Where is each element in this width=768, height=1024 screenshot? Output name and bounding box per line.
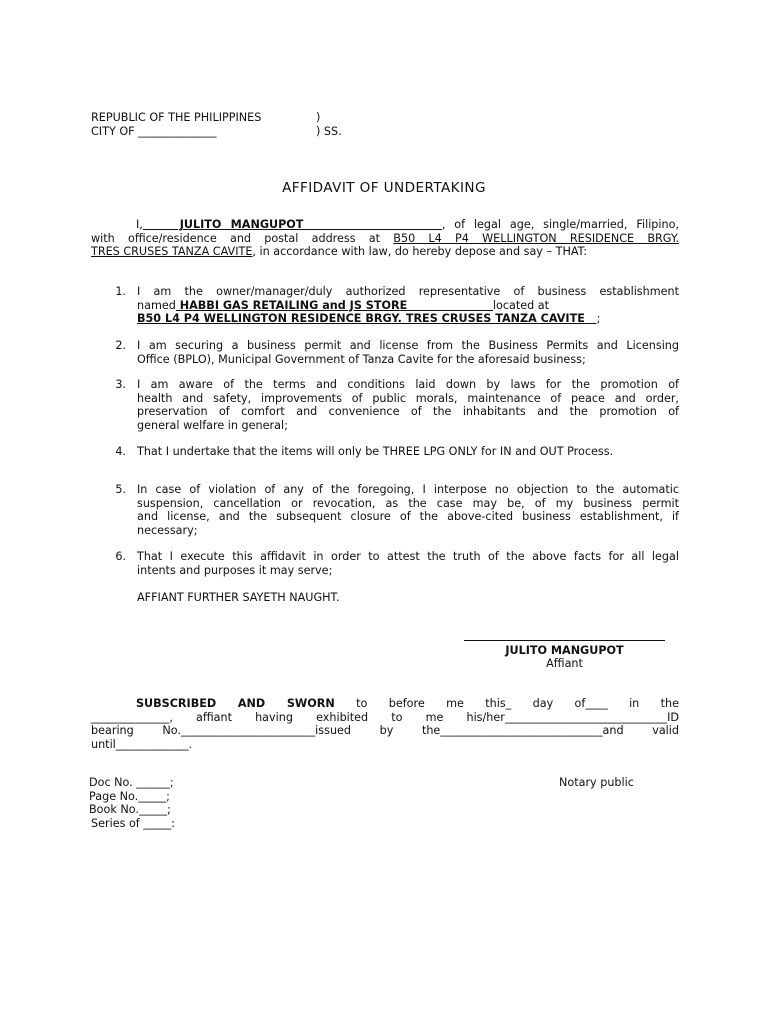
item-number: 1. <box>115 285 126 298</box>
signature-name: JULITO MANGUPOT <box>505 644 624 657</box>
intro-line-3 <box>91 245 679 259</box>
item-line: suspension, cancellation or revocation, as the case may be, of my business permit <box>137 496 679 510</box>
item-text <box>137 550 679 577</box>
jurat-line-4: until_____________. <box>91 737 193 751</box>
establishment-name-field: HABBI GAS RETAILING and JS STORE <box>175 298 493 312</box>
intro-line-3-rest: , in accordance with law, do hereby depose and say – THAT: <box>252 245 588 259</box>
item-number: 6. <box>115 550 126 563</box>
item-text <box>137 483 679 537</box>
header-ss: ) SS. <box>316 125 342 138</box>
intro-line-2 <box>91 232 679 246</box>
header-city: CITY OF ______________ <box>91 125 217 138</box>
jurat-line-1 <box>91 697 679 711</box>
item-line: I am securing a business permit and license from the Business Permits and Licensing <box>137 339 679 352</box>
item-line: I am aware of the terms and conditions laid down by laws for the promotion of <box>137 378 679 391</box>
item-line: I am the owner/manager/duly authorized representative of business establishment <box>137 285 679 298</box>
item-line-address <box>137 312 679 326</box>
address-field-part1: B50 L4 P4 WELLINGTON RESIDENCE BRGY. <box>393 231 679 245</box>
item-line-named <box>137 299 679 313</box>
item-number: 3. <box>115 378 126 391</box>
item-line: preservation of comfort and convenience of the inhabitants and the promotion of <box>137 405 679 419</box>
item-line: That I execute this affidavit in order to attest the truth of the above facts for all legal <box>137 550 679 563</box>
closing-statement: AFFIANT FURTHER SAYETH NAUGHT. <box>137 591 340 604</box>
item-text <box>137 378 679 432</box>
intro-i: I, <box>136 218 143 231</box>
address-suffix: ; <box>596 312 601 326</box>
doc-no: Doc No. ______; <box>89 776 174 789</box>
signature-line <box>464 640 665 641</box>
item-line: Office (BPLO), Municipal Government of Tanza Cavite for the aforesaid business; <box>137 352 586 366</box>
intro-line-1-rest: , of legal age, single/married, Filipino, <box>441 218 679 231</box>
item-line: That I undertake that the items will only be THREE LPG ONLY for IN and OUT Process. <box>137 445 614 458</box>
intro-line-1 <box>91 218 679 232</box>
item-line: general welfare in general; <box>137 418 288 432</box>
jurat-line-1-rest: to before me this_ day of____ in the <box>356 697 679 710</box>
affiant-name-field: JULITO MANGUPOT <box>142 218 442 231</box>
jurat-line-3: bearing No.________________________issued by the_____________________________and valid <box>91 724 679 738</box>
named-label: named <box>137 298 176 312</box>
book-no: Book No._____; <box>89 803 171 816</box>
item-number: 4. <box>115 445 126 458</box>
item-text <box>137 445 679 459</box>
establishment-address-field: B50 L4 P4 WELLINGTON RESIDENCE BRGY. TRES CRUSES TANZA CAVITE <box>137 312 597 326</box>
item-line: health and safety, improvements of public morals, maintenance of peace and order, <box>137 391 679 405</box>
intro-line-2-prefix: with office/residence and postal address at <box>91 231 394 245</box>
signature-role: Affiant <box>546 657 583 670</box>
document-title: AFFIDAVIT OF UNDERTAKING <box>282 180 486 196</box>
item-text <box>137 339 679 366</box>
header-republic: REPUBLIC OF THE PHILIPPINES <box>91 111 262 124</box>
located-at-label: located at <box>492 298 550 312</box>
item-line: In case of violation of any of the foregoing, I interpose no objection to the automatic <box>137 483 679 496</box>
jurat-bold-lead: SUBSCRIBED AND SWORN <box>136 697 335 710</box>
item-number: 5. <box>115 483 126 496</box>
intro-paragraph <box>91 218 679 259</box>
item-number: 2. <box>115 339 126 352</box>
series-of: Series of _____: <box>91 817 176 830</box>
jurat-paragraph <box>91 697 679 751</box>
jurat-line-2: ______________, affiant having exhibited to me his/her_____________________________ID <box>91 710 679 724</box>
item-line: necessary; <box>137 523 198 537</box>
item-line: intents and purposes it may serve; <box>137 563 333 577</box>
notary-public-label: Notary public <box>559 776 634 789</box>
item-line: and license, and the subsequent closure of the above-cited business establishment, if <box>137 510 679 524</box>
page-no: Page No._____; <box>89 790 170 803</box>
header-paren-1: ) <box>316 111 321 124</box>
item-text <box>137 285 679 326</box>
address-field-part2: TRES CRUSES TANZA CAVITE <box>91 245 253 259</box>
